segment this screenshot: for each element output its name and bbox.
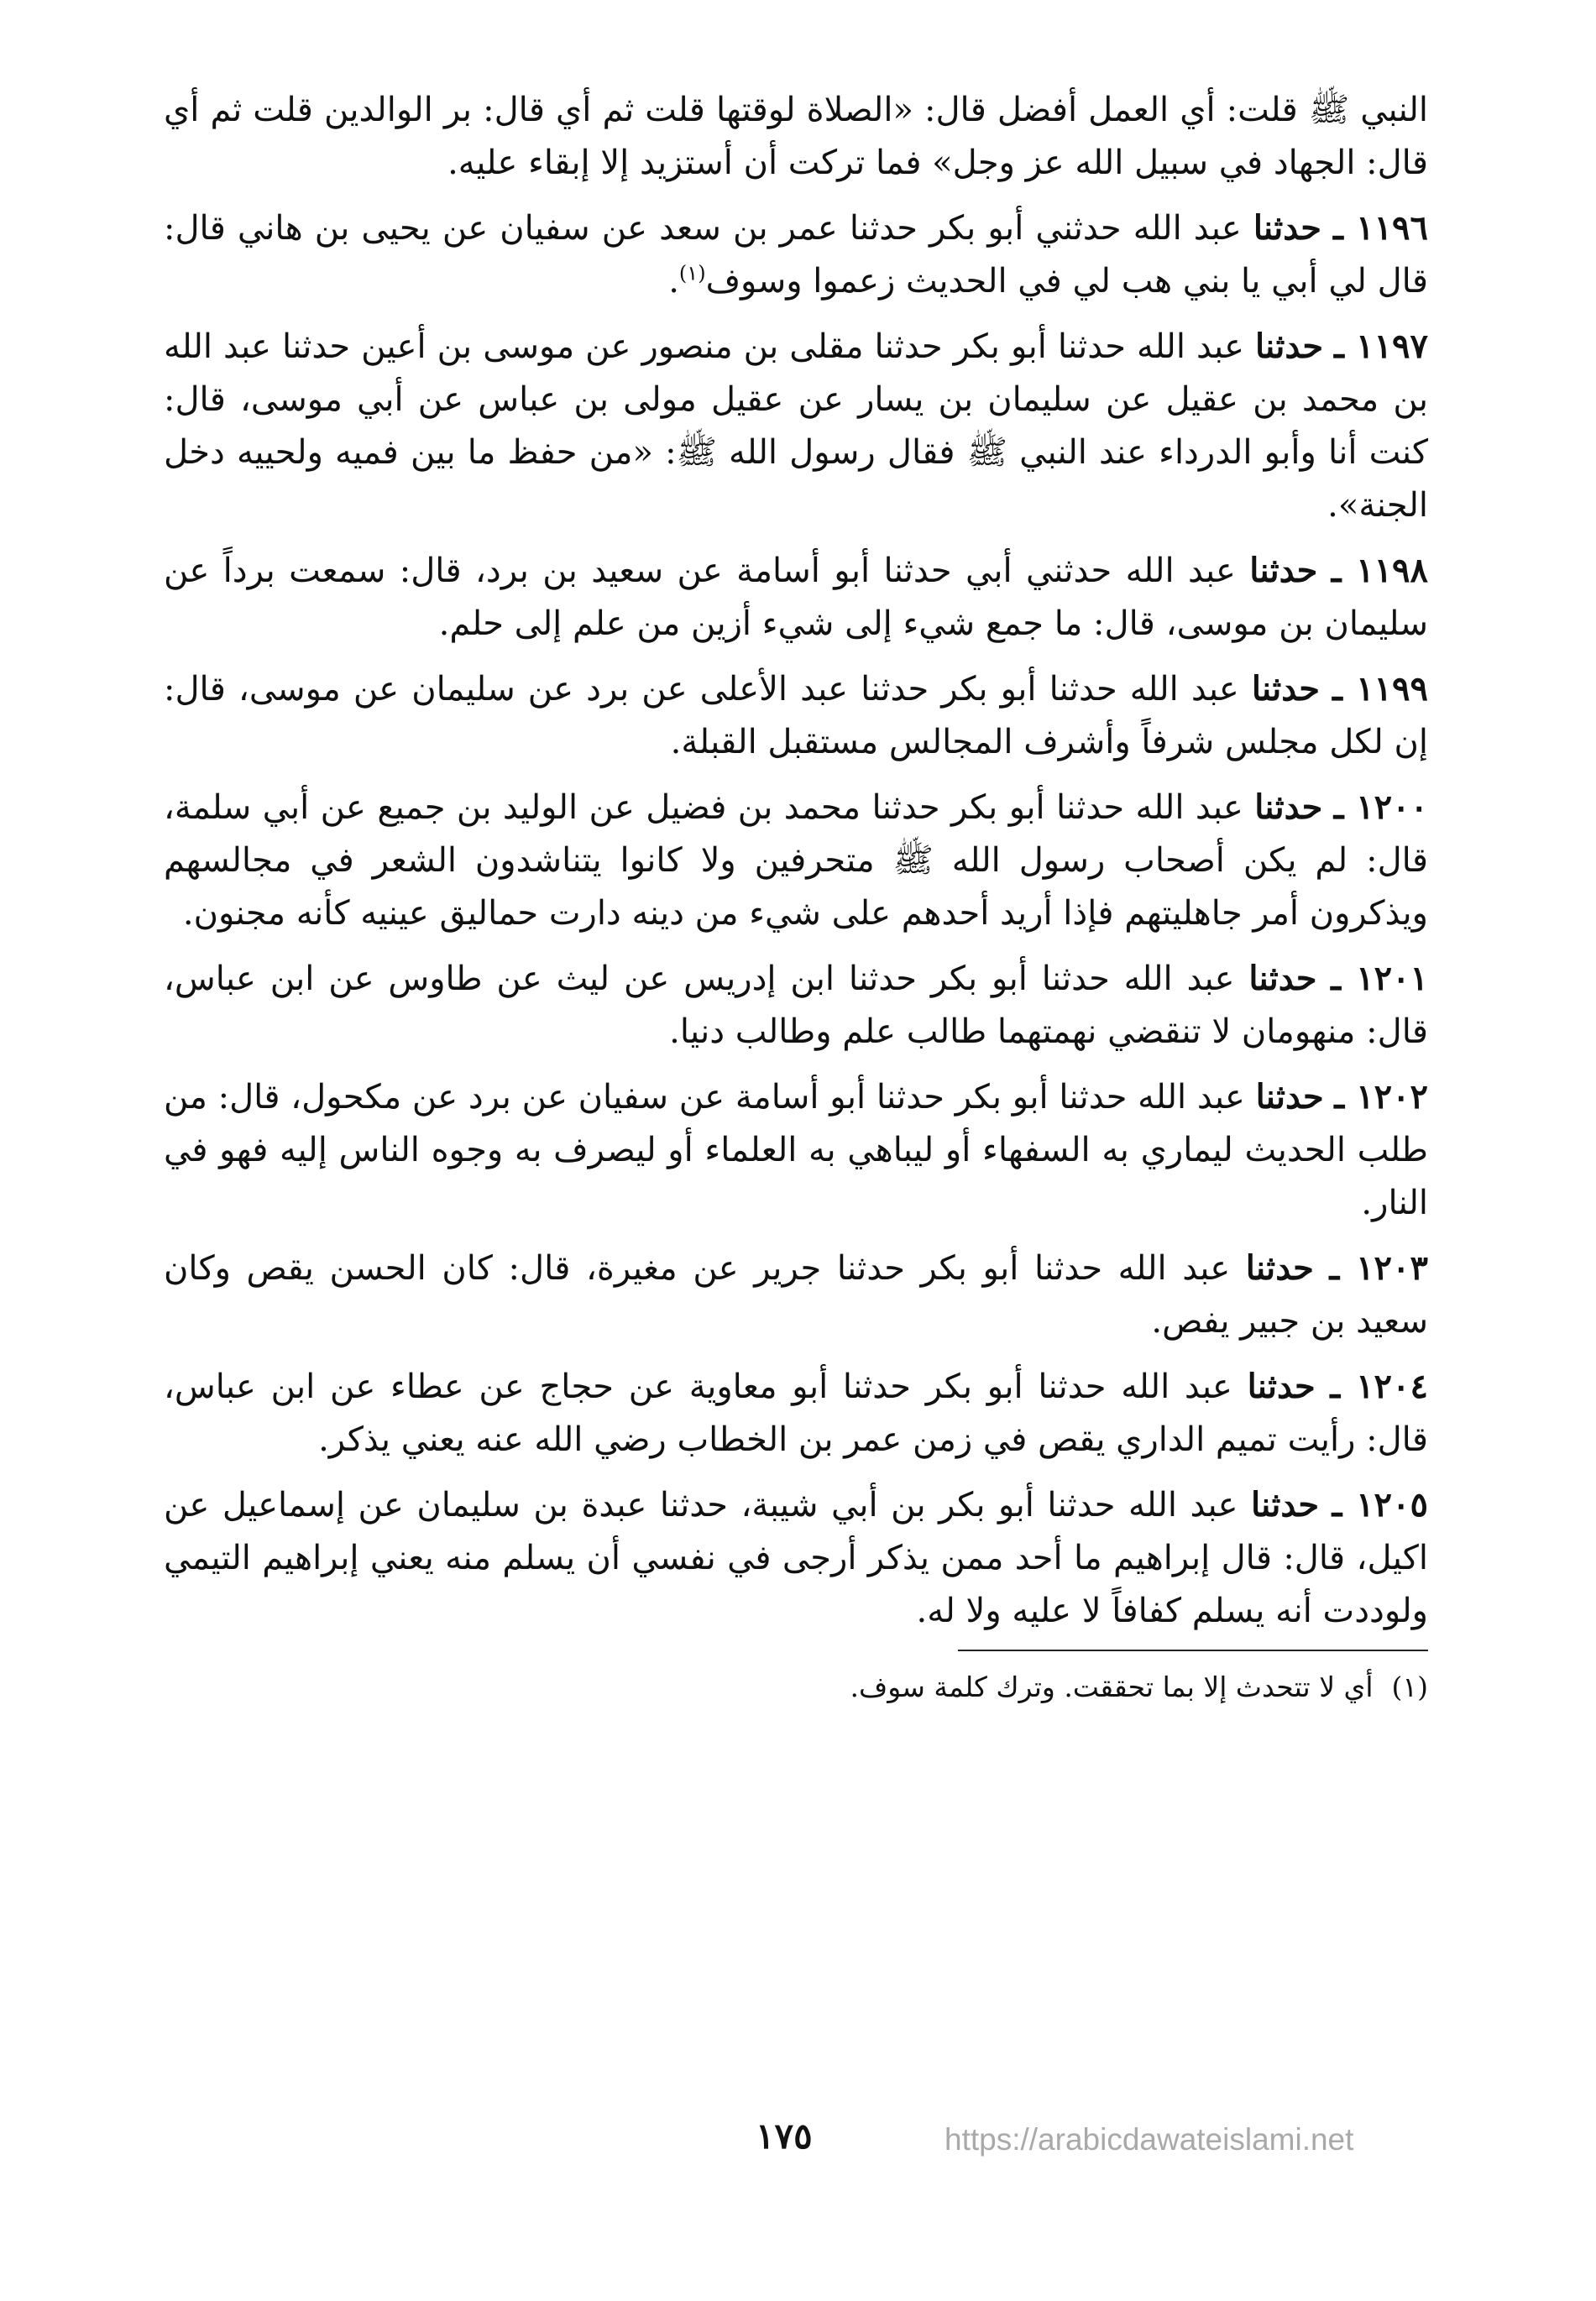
narration-keyword: حدثنا — [1254, 787, 1323, 827]
hadith-text: عبد الله حدثنا أبو بكر حدثنا أبو معاوية عن حجاج عن عطاء عن ابن عباس، قال: رأيت تميم الداري يقص في زمن عمر بن الخطاب رضي الله عنه يعني يذكر. — [164, 1368, 1428, 1459]
intro-paragraph: النبي ﷺ قلت: أي العمل أفضل قال: «الصلاة لوقتها قلت ثم أي قال: بر الوالدين قلت ثم أي قال: الجهاد في سبيل الله عز وجل» فما تركت أن أستزيد إلا إبقاء عليه. — [164, 91, 1428, 182]
hadith-number: ١١٩٩ ـ — [1332, 669, 1428, 709]
hadith-text: عبد الله حدثنا أبو بكر بن أبي شيبة، حدثنا عبدة بن سليمان عن إسماعيل عن اكيل، قال: قال إبراهيم ما أحد ممن يذكر أرجى في نفسي أن يسلم منه يعني إبراهيم التيمي ولوددت أنه يسلم كفافاً لا عليه ولا له. — [164, 1486, 1428, 1630]
hadith-paragraph — [164, 1070, 1428, 1230]
page-number: ١٧٥ — [756, 2115, 813, 2157]
sentence-end: . — [668, 262, 679, 301]
footnote — [164, 1666, 1428, 1708]
hadith-list — [164, 201, 1428, 1638]
narration-keyword: حدثنا — [1253, 208, 1321, 248]
hadith-number: ١٢٠٣ ـ — [1329, 1248, 1428, 1288]
watermark-url: https://arabicdawateislami.net — [945, 2122, 1354, 2157]
hadith-text: عبد الله حدثنا أبو بكر حدثنا ابن إدريس عن ليث عن طاوس عن ابن عباس، قال: منهومان لا تنقضي نهمتهما طالب علم وطالب دنيا. — [164, 960, 1428, 1051]
footnote-text: أي لا تتحدث إلا بما تحققت. وترك كلمة سوف. — [850, 1671, 1374, 1703]
hadith-number: ١١٩٧ ـ — [1334, 327, 1428, 366]
hadith-text: عبد الله حدثنا أبو بكر حدثنا مقلى بن منصور عن موسى بن أعين حدثنا عبد الله بن محمد بن عقيل عن سليمان بن يسار عن عقيل مولى بن عباس عن أبي موسى، قال: كنت أنا وأبو الدرداء عند النبي ﷺ فقال رسول الله ﷺ: «من حفظ ما بين فميه ولحييه دخل الجنة». — [164, 327, 1428, 525]
hadith-text: عبد الله حدثنا أبو بكر حدثنا عبد الأعلى عن برد عن سليمان عن موسى، قال: إن لكل مجلس شرفاً وأشرف المجالس مستقبل القبلة. — [164, 670, 1428, 761]
narration-keyword: حدثنا — [1250, 1485, 1320, 1524]
narration-keyword: حدثنا — [1255, 1077, 1324, 1117]
hadith-number: ١٢٠١ ـ — [1331, 959, 1429, 998]
hadith-number: ١٢٠٤ ـ — [1330, 1367, 1428, 1406]
narration-keyword: حدثنا — [1249, 551, 1318, 590]
hadith-number: ١٢٠٢ ـ — [1334, 1077, 1429, 1117]
hadith-paragraph — [164, 320, 1428, 532]
hadith-text: عبد الله حدثنا أبو بكر حدثنا أبو أسامة عن سفيان عن برد عن مكحول، قال: من طلب الحديث ليماري به السفهاء أو ليباهي به العلماء أو ليصرف به وجوه الناس إليه فهو في النار. — [164, 1078, 1428, 1222]
hadith-paragraph — [164, 1360, 1428, 1467]
hadith-text: عبد الله حدثني أبي حدثنا أبو أسامة عن سعيد بن برد، قال: سمعت برداً عن سليمان بن موسى، قال: ما جمع شيء إلى شيء أزين من علم إلى حلم. — [164, 552, 1428, 643]
narration-keyword: حدثنا — [1248, 959, 1317, 998]
hadith-text: عبد الله حدثني أبو بكر حدثنا عمر بن سعد عن سفيان عن يحيى بن هاني قال: قال لي أبي يا بني هب لي في الحديث زعموا وسوف — [164, 209, 1428, 301]
hadith-number: ١١٩٨ ـ — [1331, 551, 1429, 590]
hadith-number: ١٢٠٥ ـ — [1332, 1485, 1428, 1524]
narration-keyword: حدثنا — [1254, 327, 1324, 366]
hadith-text: عبد الله حدثنا أبو بكر حدثنا محمد بن فضيل عن الوليد بن جميع عن أبي سلمة، قال: لم يكن أصحاب رسول الله ﷺ متحرفين ولا كانوا يتناشدون الشعر في مجالسهم ويذكرون أمر جاهليتهم فإذا أريد أحدهم على شيء من دينه دارت حماليق عينيه كأنه مجنون. — [164, 788, 1428, 933]
hadith-text: عبد الله حدثنا أبو بكر حدثنا جرير عن مغيرة، قال: كان الحسن يقص وكان سعيد بن جبير يفص. — [164, 1249, 1428, 1341]
footnote-divider — [958, 1650, 1428, 1651]
narration-keyword: حدثنا — [1251, 669, 1320, 709]
hadith-paragraph — [164, 201, 1428, 308]
hadith-paragraph — [164, 952, 1428, 1059]
footnote-reference: (١) — [678, 261, 706, 285]
hadith-number: ١١٩٦ ـ — [1333, 208, 1429, 248]
narration-keyword: حدثنا — [1245, 1248, 1314, 1288]
hadith-paragraph — [164, 544, 1428, 651]
hadith-paragraph — [164, 1478, 1428, 1638]
footnote-mark: (١) — [1391, 1671, 1428, 1703]
hadith-paragraph — [164, 662, 1428, 769]
hadith-paragraph — [164, 1242, 1428, 1348]
main-text — [164, 84, 1428, 1638]
hadith-paragraph — [164, 781, 1428, 940]
narration-keyword: حدثنا — [1247, 1367, 1316, 1406]
hadith-number: ١٢٠٠ ـ — [1333, 787, 1429, 827]
